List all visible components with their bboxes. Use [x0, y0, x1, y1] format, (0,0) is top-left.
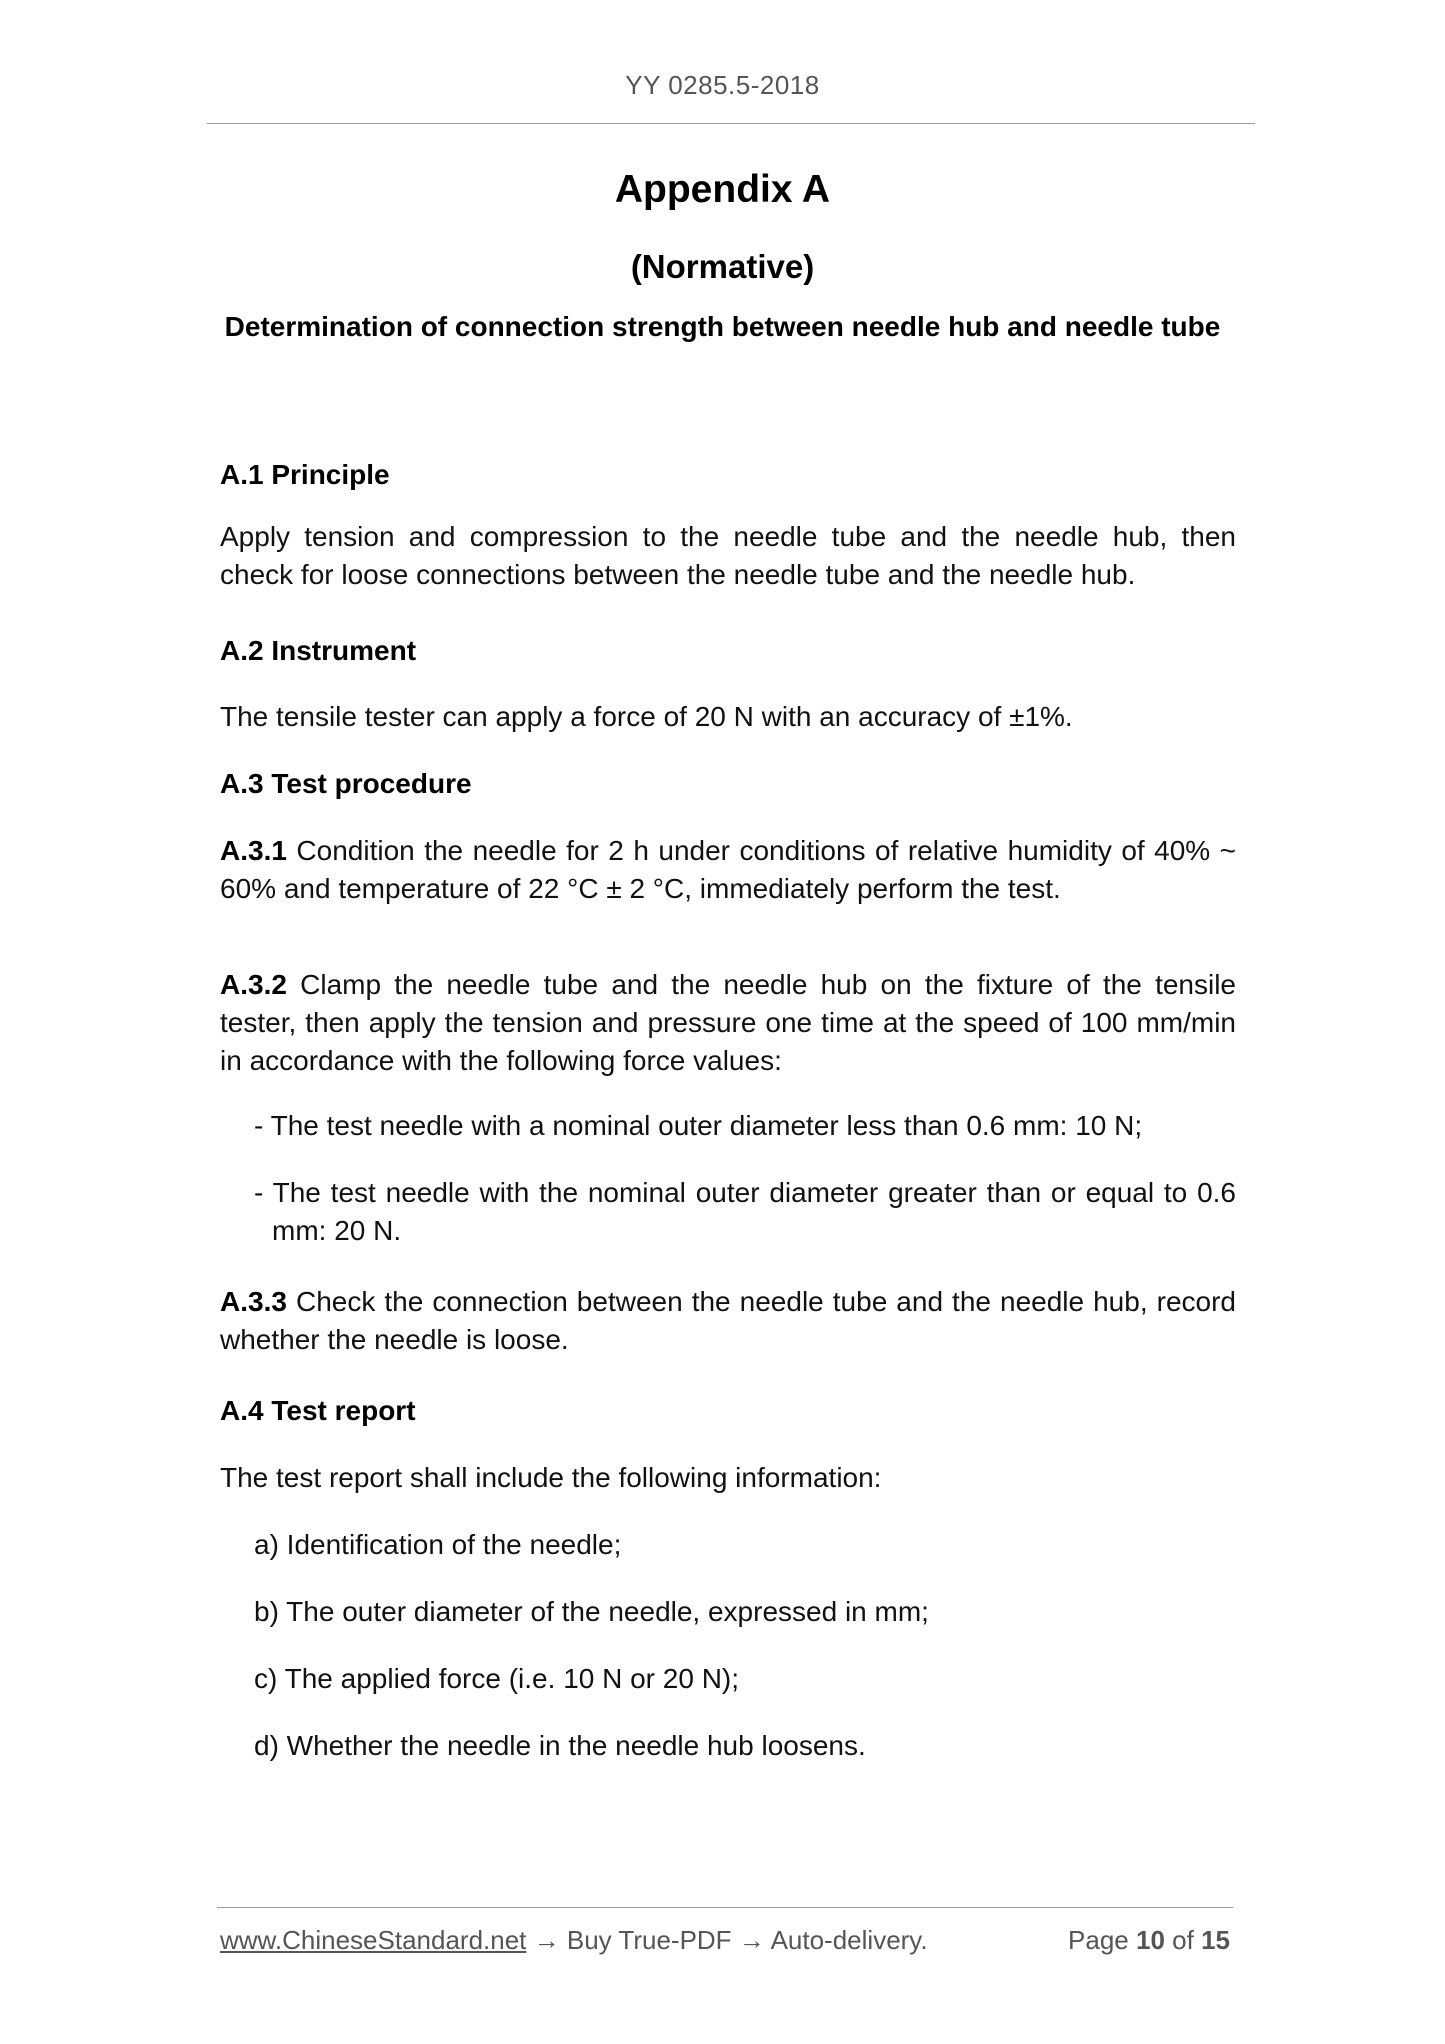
clause-a32-item-1: - The test needle with a nominal outer diameter less than 0.6 mm: 10 N;	[254, 1110, 1143, 1141]
page-total: 15	[1201, 1925, 1230, 1955]
clause-a31	[220, 832, 1236, 908]
page-footer	[220, 1925, 1230, 1956]
clause-a31-number: A.3.1	[220, 835, 287, 866]
section-a4-text: The test report shall include the following information:	[220, 1462, 882, 1493]
clause-a32-item-2: - The test needle with the nominal outer diameter greater than or equal to 0.6 mm: 20 N.	[254, 1177, 1236, 1246]
header-divider	[207, 123, 1255, 124]
page-current: 10	[1136, 1925, 1165, 1955]
clause-a32	[220, 966, 1236, 1080]
footer-tagline: → Buy True-PDF → Auto-delivery.	[526, 1925, 928, 1955]
page-label: Page	[1068, 1925, 1129, 1955]
page-number	[1068, 1925, 1230, 1956]
report-item-d: d) Whether the needle in the needle hub loosens.	[254, 1730, 866, 1761]
appendix-description: Determination of connection strength between needle hub and needle tube	[224, 311, 1221, 342]
document-code-header: YY 0285.5-2018	[625, 70, 820, 100]
section-a4-heading: A.4 Test report	[220, 1395, 416, 1426]
section-a3-heading: A.3 Test procedure	[220, 768, 472, 799]
clause-a33-text: Check the connection between the needle tube and the needle hub, record whether the needle is loose.	[220, 1286, 1237, 1355]
clause-a33	[220, 1283, 1236, 1359]
section-a2-heading: A.2 Instrument	[220, 635, 417, 666]
appendix-type: (Normative)	[630, 248, 815, 285]
clause-a33-number: A.3.3	[220, 1286, 287, 1317]
section-a1-heading: A.1 Principle	[220, 459, 390, 490]
section-a1-text: Apply tension and compression to the needle tube and the needle hub, then check for loose connections between the needle tube and the needle hub.	[220, 521, 1236, 590]
website-link[interactable]: www.ChineseStandard.net	[220, 1925, 527, 1955]
clause-a32-text: Clamp the needle tube and the needle hub on the fixture of the tensile tester, then apply the tension and pressure one time at the speed of 100 mm/min in accordance with the following force values:	[220, 969, 1237, 1076]
report-item-a: a) Identification of the needle;	[254, 1529, 622, 1560]
clause-a32-number: A.3.2	[220, 969, 287, 1000]
report-item-c: c) The applied force (i.e. 10 N or 20 N);	[254, 1663, 740, 1694]
appendix-title: Appendix A	[614, 168, 831, 211]
footer-divider	[217, 1907, 1233, 1908]
section-a2-text: The tensile tester can apply a force of 20 N with an accuracy of ±1%.	[220, 701, 1073, 732]
report-item-b: b) The outer diameter of the needle, expressed in mm;	[254, 1596, 929, 1627]
page-of-label: of	[1172, 1925, 1194, 1955]
clause-a31-text: Condition the needle for 2 h under conditions of relative humidity of 40% ~ 60% and temperature of 22 °C ± 2 °C, immediately perform the test.	[220, 835, 1237, 904]
